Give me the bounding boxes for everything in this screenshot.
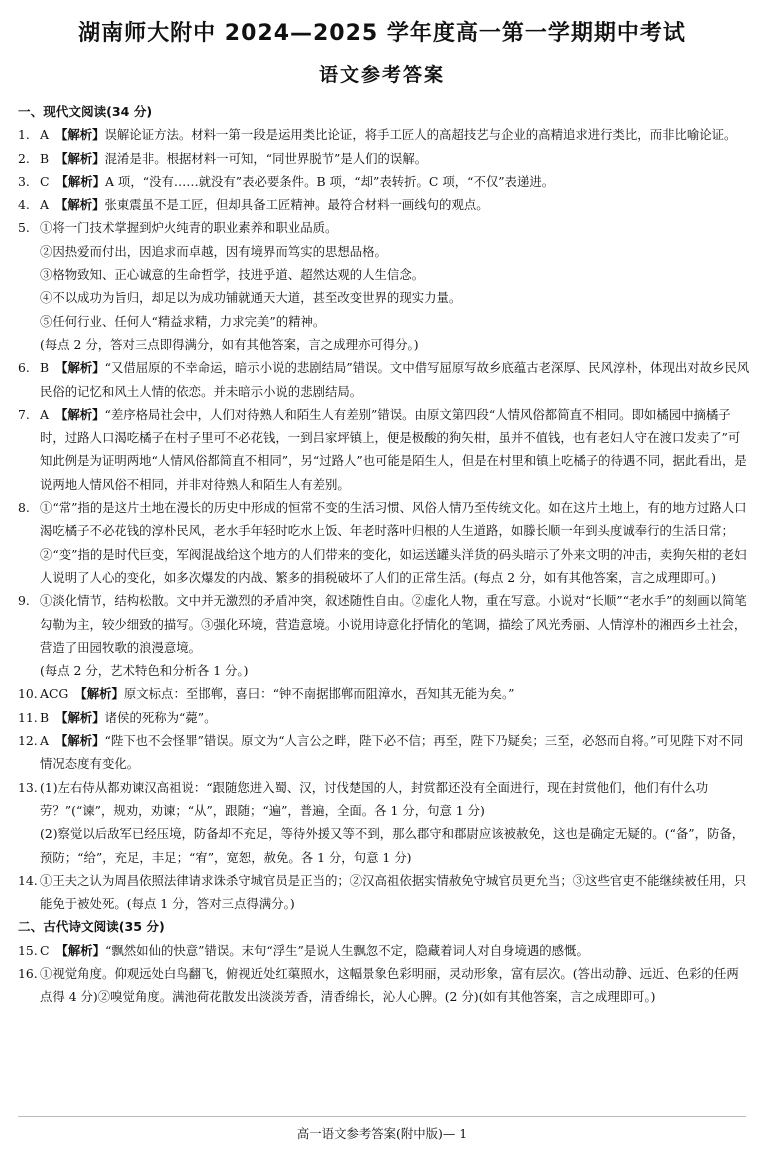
answer-item-13: [18, 776, 750, 869]
page-footer: 高一语文参考答案(附中版)— 1: [296, 1126, 468, 1141]
answer-item-14: [18, 869, 750, 916]
page-subtitle: 语文参考答案: [318, 64, 445, 86]
section-heading-classical-reading: 二、古代诗文阅读(35 分): [18, 919, 165, 935]
question-number: 14.: [18, 872, 38, 888]
answer-content: [18, 100, 750, 1009]
answer-point: ③格物致知、正心诚意的生命哲学，技进乎道、超然达观的人生信念。: [40, 267, 425, 283]
analysis-tag: 【解析】: [55, 173, 106, 189]
translation-1: (1)左右侍从都劝谏汉高祖说：“跟随您进入蜀、汉，讨伐楚国的人，封赏都还没有全面进行，现在封赏他们，他们有什么功劳？”(“谏”，规劝，劝谏；“从”，跟随；“遍”，普遍，全面。各 1 分，句意 1 分): [40, 779, 709, 818]
question-number: 4.: [18, 197, 30, 213]
answer-item-16: [18, 962, 750, 1009]
answer-text: 诸侯的死称为“薨”。: [104, 709, 217, 725]
analysis-tag: 【解析】: [55, 150, 105, 166]
answer-choice: A: [40, 406, 49, 422]
question-number: 12.: [18, 733, 38, 749]
answer-text: A 项，“没有……就没有”表必要条件。B 项，“却”表转折。C 项，“不仅”表递进。: [105, 173, 555, 189]
answer-choice: C: [40, 942, 50, 958]
answer-item-11: [18, 706, 750, 729]
answer-point: ①将一门技术掌握到炉火纯青的职业素养和职业品质。: [40, 220, 338, 236]
answer-text: ①淡化情节，结构松散。文中并无激烈的矛盾冲突，叙述随性自由。②虚化人物，重在写意。小说对“长顺”“老水手”的刻画以简笔勾勒为主，较少细致的描写。③强化环境，营造意境。小说用诗意化抒情化的笔调，描绘了风光秀丽、人情淳朴的湘西乡土社会，营造了田园牧歌的浪漫意境。: [40, 593, 747, 655]
answer-item-7: [18, 403, 750, 496]
answer-choice: C: [40, 173, 50, 189]
scoring-note: (每点 2 分，答对三点即得满分，如有其他答案，言之成理亦可得分。): [40, 336, 419, 352]
answer-item-9: [18, 589, 750, 682]
question-number: 10.: [18, 686, 38, 702]
answer-text: 张東震虽不是工匠，但却具备工匠精神。最符合材料一画线句的观点。: [104, 197, 489, 213]
question-number: 8.: [18, 500, 30, 516]
question-number: 5.: [18, 220, 30, 236]
answer-item-15: [18, 939, 750, 962]
answer-item-1: [18, 123, 750, 146]
answer-text: “差序格局社会中，人们对待熟人和陌生人有差别”错误。由原文第四段“人情风俗都简直不相同。即如橘园中摘橘子时，过路人口渴吃橘子在村子里可不必花钱，一到吕家坪镇上，便是极酸的狗矢柑，虽并不值钱，也有老妇人守在渡口发卖了”可知此例是为证明两地“人情风俗都简直不相同”，另“过路人”也可能是陌生人，但是在村里和镇上吃橘子的待遇不同，据此看出，是说两地人情风俗不相同，并非对待熟人和陌生人有差别。: [40, 406, 747, 492]
question-number: 16.: [18, 965, 38, 981]
answer-item-12: [18, 729, 750, 776]
answer-point: ②因热爱而付出，因追求而卓越，因有境界而笃实的思想品格。: [40, 243, 387, 259]
answer-point: ⑤任何行业、任何人“精益求精，力求完美”的精神。: [40, 313, 326, 329]
answer-text: ①视觉角度。仰观远处白鸟翻飞，俯视近处红蕖照水，这幅景象色彩明丽，灵动形象，富有层次。(答出动静、远近、色彩的任两点得 4 分)②嗅觉角度。满池荷花散发出淡淡芳香，清香绵长，沁人心脾。(2 分)(如有其他答案，言之成理即可。): [40, 965, 739, 1005]
question-number: 7.: [18, 406, 30, 422]
analysis-tag: 【解析】: [54, 197, 105, 213]
answer-choice: A: [40, 733, 49, 749]
answer-item-5: [18, 216, 750, 356]
answer-choice: B: [40, 360, 50, 376]
page-title: 湖南师大附中 2024—2025 学年度高一第一学期期中考试: [78, 21, 686, 46]
answer-text: ①王夫之认为周昌依照法律请求诛杀守城官员是正当的；②汉高祖依据实情赦免守城官员更允当；③这些官吏不能继续被任用，只能免于被处死。(每点 1 分，答对三点得满分。): [40, 872, 747, 912]
question-number: 9.: [18, 593, 30, 609]
answer-point: ④不以成功为旨归，却足以为成功铺就通天大道，甚至改变世界的现实力量。: [40, 290, 462, 306]
answer-choice: A: [40, 197, 49, 213]
answer-text: “飘然如仙的快意”错误。末句“浮生”是说人生飘忽不定，隐藏着词人对自身境遇的感慨。: [105, 942, 589, 958]
answer-text: ①“常”指的是这片土地在漫长的历史中形成的恒常不变的生活习惯、风俗人情乃至传统文化。如在这片土地上，有的地方过路人口渴吃橘子不必花钱的淳朴民风，老水手年轻时吃水上饭、年老时落叶归根的人生道路，如滕长顺一年到头度诚奉行的生活日常；②“变”指的是时代巨变，军阀混战给这个地方的人们带来的变化，如运送罐头洋货的码头暗示了外来文明的冲击，卖狗矢柑的老妇人说明了人心的变化，如多次爆发的内战、繁多的捐税破坏了人们的正常生活。(每点 2 分，如有其他答案，言之成理即可。): [40, 500, 747, 585]
translation-2: (2)察觉以后敌军已经压境，防备却不充足，等待外援又等不到，那么郡守和郡尉应该被赦免，这也是确定无疑的。(“备”，防备，预防；“给”，充足，丰足；“宥”，宽恕，赦免。各 1 分，句意 1 分): [40, 826, 745, 865]
answer-text: 原文标点：至邯郸，喜曰：“钟不南据邯郸而阻漳水，吾知其无能为矣。”: [123, 686, 515, 702]
question-number: 2.: [18, 150, 30, 166]
section-heading-modern-reading: 一、现代文阅读(34 分): [18, 104, 153, 119]
analysis-tag: 【解析】: [55, 360, 105, 376]
answer-text: “又借屈原的不幸命运，暗示小说的悲剧结局”错误。文中借写屈原写故乡底蕴古老深厚、民风淳朴，体现出对故乡民风民俗的记忆和风土人情的依恋。并未暗示小说的悲剧结局。: [40, 360, 750, 399]
analysis-tag: 【解析】: [55, 942, 106, 958]
question-number: 6.: [18, 360, 30, 376]
question-number: 1.: [18, 127, 30, 143]
question-number: 11.: [18, 709, 38, 725]
footer-divider: [18, 1116, 746, 1117]
question-number: 15.: [18, 942, 38, 958]
answer-choice: A: [40, 127, 49, 143]
analysis-tag: 【解析】: [54, 733, 105, 749]
answer-choice: B: [40, 150, 50, 166]
answer-choice: ACG: [40, 686, 69, 702]
answer-item-4: [18, 193, 750, 216]
answer-text: “陛下也不会怪罪”错误。原文为“人言公之畔，陛下必不信；再至，陛下乃疑矣；三至，必怒而自将。”可见陛下对不同情况态度有变化。: [40, 733, 744, 772]
question-number: 13.: [18, 779, 38, 795]
answer-text: 误解论证方法。材料一第一段是运用类比论证，将手工匠人的高超技艺与企业的高精追求进行类比，而非比喻论证。: [104, 127, 737, 143]
scoring-note: (每点 2 分，艺术特色和分析各 1 分。): [40, 663, 249, 679]
answer-item-2: [18, 147, 750, 170]
answer-item-8: [18, 496, 750, 589]
answer-item-3: [18, 170, 750, 193]
analysis-tag: 【解析】: [54, 127, 105, 143]
answer-choice: B: [40, 709, 50, 725]
answer-text: 混淆是非。根据材料一可知，“同世界脱节”是人们的误解。: [104, 150, 428, 166]
question-number: 3.: [18, 173, 30, 189]
analysis-tag: 【解析】: [55, 709, 105, 725]
analysis-tag: 【解析】: [74, 686, 124, 702]
answer-item-6: [18, 356, 750, 403]
answer-item-10: [18, 682, 750, 705]
analysis-tag: 【解析】: [54, 406, 105, 422]
